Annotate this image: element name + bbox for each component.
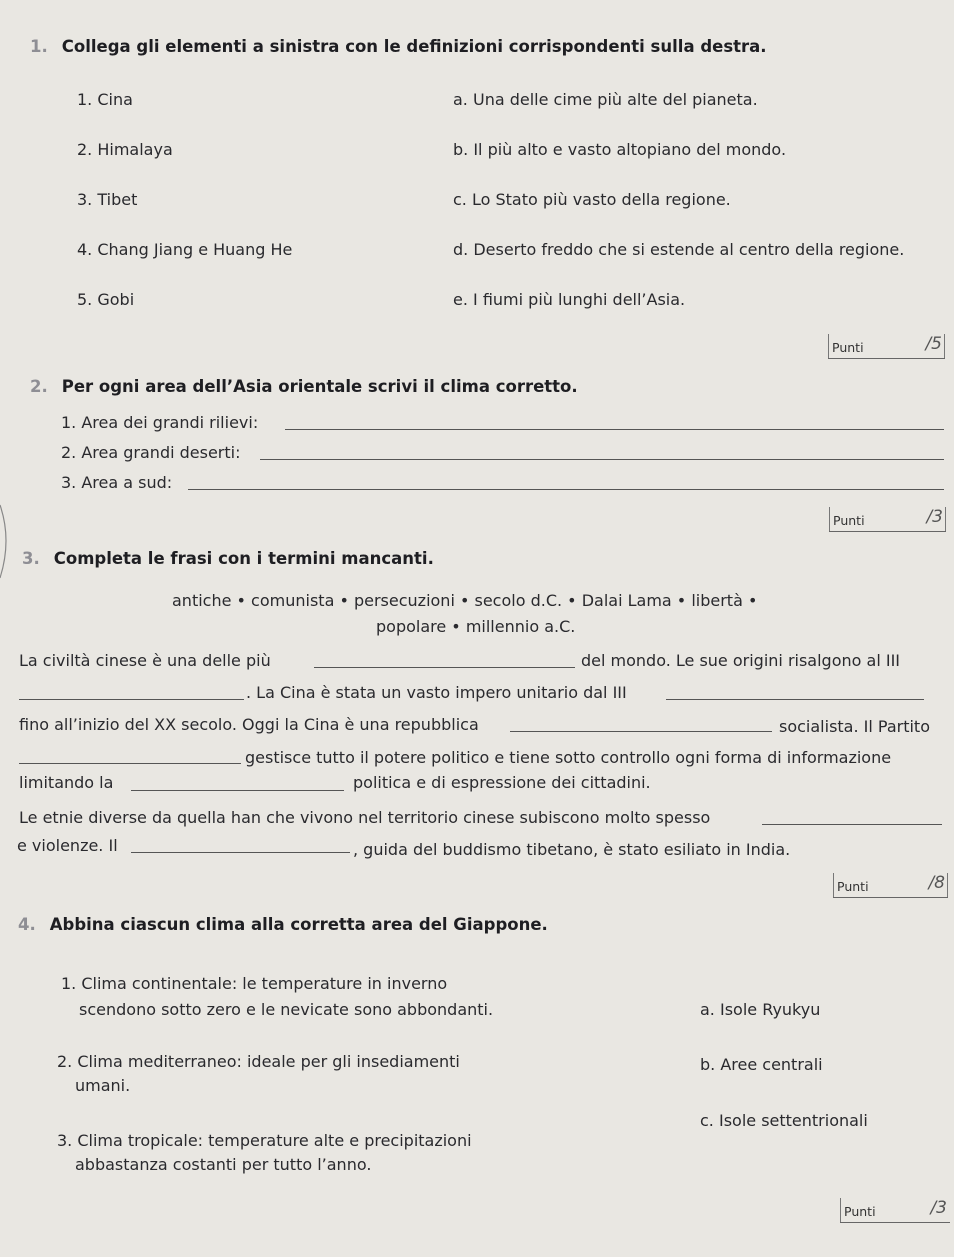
q4-number: 4.: [18, 915, 36, 934]
q1-left-item: 4. Chang Jiang e Huang He: [77, 240, 293, 259]
climate-item: umani.: [75, 1076, 131, 1095]
blank-field[interactable]: [510, 731, 772, 732]
q2-item: 1. Area dei grandi rilievi:: [61, 413, 259, 432]
q2-item: 3. Area a sud:: [61, 473, 173, 492]
q2-title: Per ogni area dell’Asia orientale scrivi il clima corretto.: [61, 377, 578, 396]
score-total: /5: [925, 334, 942, 354]
japan-area: a. Isole Ryukyu: [700, 1000, 821, 1019]
blank-field[interactable]: [19, 763, 241, 764]
q1-number: 1.: [30, 37, 48, 56]
word-bank-line: antiche • comunista • persecuzioni • secolo d.C. • Dalai Lama • libertà •: [172, 591, 758, 610]
q1-right-item: b. Il più alto e vasto altopiano del mondo.: [453, 140, 787, 159]
blank-field[interactable]: [666, 699, 924, 700]
q1-right-item: c. Lo Stato più vasto della regione.: [453, 190, 731, 209]
q2-heading: [30, 377, 578, 396]
q4-heading: [18, 915, 548, 934]
climate-item: 2. Clima mediterraneo: ideale per gli insediamenti: [57, 1052, 460, 1071]
sentence-text: socialista. Il Partito: [779, 717, 930, 736]
blank-field[interactable]: [762, 824, 942, 825]
q3-title: Completa le frasi con i termini mancanti.: [53, 549, 434, 568]
score-total: /8: [928, 873, 945, 893]
q2-item: 2. Area grandi deserti:: [61, 443, 241, 462]
score-label: Punti: [833, 513, 865, 528]
q2-number: 2.: [30, 377, 48, 396]
q2-answer-line[interactable]: [188, 489, 944, 490]
q2-answer-line[interactable]: [285, 429, 944, 430]
q1-left-item: 5. Gobi: [77, 290, 135, 309]
sentence-text: fino all’inizio del XX secolo. Oggi la Cina è una repubblica: [19, 715, 479, 734]
blank-field[interactable]: [131, 790, 344, 791]
q3-number: 3.: [22, 549, 40, 568]
q1-score-box[interactable]: [828, 334, 945, 359]
score-label: Punti: [832, 340, 864, 355]
q1-right-item: d. Deserto freddo che si estende al centro della regione.: [453, 240, 905, 259]
q4-score-box[interactable]: [840, 1198, 950, 1223]
climate-item: scendono sotto zero e le nevicate sono abbondanti.: [79, 1000, 494, 1019]
q3-score-box[interactable]: [833, 873, 948, 898]
sentence-text: limitando la: [19, 773, 114, 792]
q4-title: Abbina ciascun clima alla corretta area del Giappone.: [49, 915, 548, 934]
q1-left-item: 2. Himalaya: [77, 140, 173, 159]
score-label: Punti: [837, 879, 869, 894]
binder-edge: [0, 500, 14, 580]
q1-left-item: 3. Tibet: [77, 190, 138, 209]
japan-area: c. Isole settentrionali: [700, 1111, 868, 1130]
japan-area: b. Aree centrali: [700, 1055, 823, 1074]
sentence-text: e violenze. Il: [17, 836, 118, 855]
q1-right-item: e. I fiumi più lunghi dell’Asia.: [453, 290, 686, 309]
sentence-text: La civiltà cinese è una delle più: [19, 651, 271, 670]
sentence-text: politica e di espressione dei cittadini.: [353, 773, 651, 792]
climate-item: 3. Clima tropicale: temperature alte e precipitazioni: [57, 1131, 472, 1150]
blank-field[interactable]: [131, 852, 350, 853]
q1-right-item: a. Una delle cime più alte del pianeta.: [453, 90, 758, 109]
q1-left-item: 1. Cina: [77, 90, 133, 109]
score-total: /3: [930, 1198, 947, 1218]
climate-item: abbastanza costanti per tutto l’anno.: [75, 1155, 372, 1174]
climate-item: 1. Clima continentale: le temperature in inverno: [61, 974, 448, 993]
score-label: Punti: [844, 1204, 876, 1219]
score-total: /3: [926, 507, 943, 527]
q2-score-box[interactable]: [829, 507, 946, 532]
sentence-text: . La Cina è stata un vasto impero unitario dal III: [246, 683, 627, 702]
sentence-text: Le etnie diverse da quella han che vivono nel territorio cinese subiscono molto spesso: [19, 808, 711, 827]
q3-heading: [22, 549, 434, 568]
q1-heading: [30, 37, 767, 56]
blank-field[interactable]: [314, 667, 575, 668]
sentence-text: del mondo. Le sue origini risalgono al III: [581, 651, 900, 670]
q2-answer-line[interactable]: [260, 459, 944, 460]
word-bank-line: popolare • millennio a.C.: [376, 617, 576, 636]
q1-title: Collega gli elementi a sinistra con le definizioni corrispondenti sulla destra.: [61, 37, 767, 56]
sentence-text: gestisce tutto il potere politico e tiene sotto controllo ogni forma di informazione: [245, 748, 892, 767]
sentence-text: , guida del buddismo tibetano, è stato esiliato in India.: [353, 840, 791, 859]
blank-field[interactable]: [19, 699, 244, 700]
